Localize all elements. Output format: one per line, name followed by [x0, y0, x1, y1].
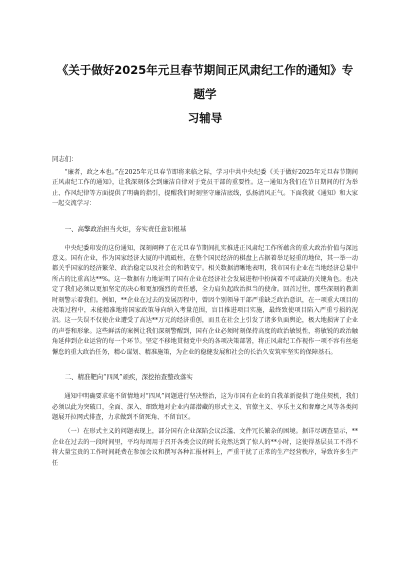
intro-paragraph: “廉者，政之本也。”在2025年元旦春节即将来临之际，学习中共中央纪委《关于做好2025年元旦春节期间正风肃纪工作的通知》，让我深刻体会到廉洁自律对于党员干部的重要性。这一通知为我们在节日期间的行为举止、作风纪律等方面提供了明确的指引，提醒我们时刻坚守廉洁底线，弘扬清风正气。下面我就《通知》和大家一起交流学习：: [52, 169, 358, 208]
section-2-subsection-1: （一）在形式主义的问题表现上，部分国有企业深陷会议泛滥、文件冗长繁杂的困境。据详尽调查显示，**企业在过去的一段时间里，平均每周用于召开各类会议的时长竟然达到了惊人的**小时，这使得基层员工不得不将大量宝贵的工作时间耗费在参加会议和撰写各种汇报材料上，严重干扰了正常的生产经营秩序，导致许多生产任: [52, 428, 358, 467]
section-1-paragraph: 中央纪委印发的这份通知，深刻阐释了在元旦春节期间扎实推进正风肃纪工作所蕴含的重大政治价值与深远意义。国有企业，作为国家经济大厦的中流砥柱，在整个国民经济的棋盘上占据着举足轻重的地位，其一举一动都关乎国家的经济繁荣、政治稳定以及社会的和谐安宁。相关数据清晰地表明，我市国有企业在当地经济总量中所占的比重高达**%。这一数据有力地证明了国有企业在经济社会发展进程中扮演着不可或缺的关键角色。也决定了我们必须以更加坚定的决心和更加强烈的责任感，全力肩负起政治担当的使命。回首过往，那些深刻的教训时刻警示着我们。例如，**企业在过去的发展历程中，曾因个别领导干部严重缺乏政治意识，在一项重大项目的决策过程中，未能精准地将国家政策导向纳入考量范围，盲目推进项目实施，最终致使项目陷入严重亏损的泥沼。这一失误不仅使企业遭受了高达**万元的经济重创，而且在社会上引发了诸多负面舆论，极大地损害了企业的声誉和形象。这些鲜活的案例让我们深刻警醒到，国有企业必须时刻保持高度的政治敏锐性，将敏锐的政治触角延伸到企业运营的每一个环节。坚定不移地贯彻党中央的各项决策部署，将正风肃纪工作视作一项不容有丝毫懈怠的重大政治任务，精心谋划、精准施策，为企业的稳健发展和社会的长治久安筑牢坚实的保障基石。: [52, 244, 358, 356]
title-line-1: 《关于做好2025年元旦春节期间正风肃纪工作的通知》专题学: [56, 63, 354, 101]
greeting: 同志们：: [52, 155, 78, 163]
section-1-heading: 一、高擎政治担当火炬，夯实责任意识根基: [64, 224, 187, 233]
title-line-2: 习辅导: [187, 111, 223, 125]
section-2-heading: 二、精准靶向“四风”顽疾，深挖拍查整改落实: [64, 373, 193, 382]
document-title: [52, 0, 358, 130]
section-2-paragraph: 通知中明确要求毫不留情地对“四风”问题进行坚决整治，这为市国有企业的自我革新提供了绝佳契机，我们必须以此为突破口，全面、深入、细致地对企业内部潜藏的形式主义、官僚主义、享乐主义和奢靡之风等各类问题展开拉网式排查，力求做到不留死角、不留盲区。: [52, 393, 358, 421]
